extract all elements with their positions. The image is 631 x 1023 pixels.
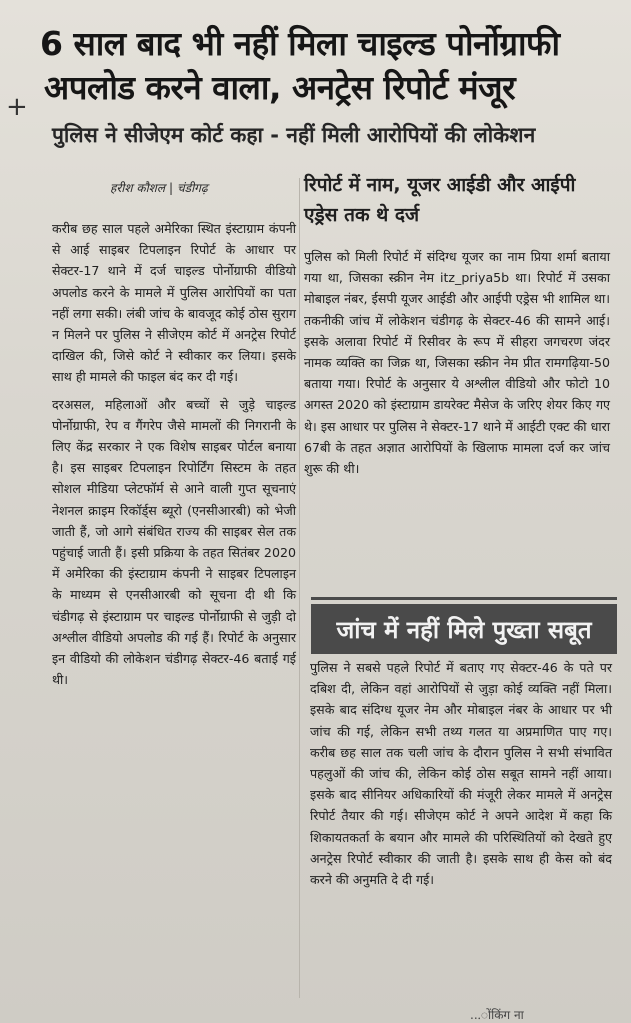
left-column [52,218,296,696]
dateline-city: चंडीगढ़ [177,181,208,195]
headline [40,22,620,110]
next-article-fragment: ...ोंकिंग ना [470,1008,524,1022]
box-heading: जांच में नहीं मिले पुख्ता सबूत [311,604,617,654]
subheadline: पुलिस ने सीजेएम कोर्ट कहा - नहीं मिली आरोपियों की लोकेशन [52,123,536,147]
right-column-heading: रिपोर्ट में नाम, यूजर आईडी और आईपी एड्रेस तक थे दर्ज [304,174,576,226]
box-heading-rule [311,597,617,600]
plus-mark-icon: + [6,92,28,122]
right-paragraph-1: पुलिस को मिली रिपोर्ट में संदिग्ध यूजर का नाम प्रिया शर्मा बताया गया था, जिसका स्क्रीन नेम itz_priya5b था। रिपोर्ट में उसका मोबाइल नंबर, ईसपी यूजर आईडी और आईपी एड्रेस भी शामिल था। तकनीकी जांच में लोकेशन चंडीगढ़ के सेक्टर-46 की सामने आई। इसके अलावा रिपोर्ट में रिसीवर के रूप में सीहरा जगचरण जंदर नामक व्यक्ति का जिक्र था, जिसका स्क्रीन नेम प्रीत रामगढ़िया-50 बताया गया। रिपोर्ट के अनुसार ये अश्लील वीडियो और फोटो 10 अगस्त 2020 को इंस्टाग्राम डायरेक्ट मैसेज के जरिए शेयर किए गए थे। इस आधार पर पुलिस ने सेक्टर-17 थाने में आईटी एक्ट की धारा 67बी के तहत अज्ञात आरोपियों के खिलाफ मामला दर्ज कर जांच शुरू की थी। [304,249,610,477]
right-paragraph-2: पुलिस ने सबसे पहले रिपोर्ट में बताए गए सेक्टर-46 के पते पर दबिश दी, लेकिन वहां आरोपियों से जुड़ा कोई व्यक्ति नहीं मिला। इसके बाद संदिग्ध यूजर नेम और मोबाइल नंबर के आधार पर भी जांच की गई, लेकिन सभी तथ्य गलत या अप्रमाणित पाए गए। करीब छह साल तक चली जांच के दौरान पुलिस ने सभी संभावित पहलुओं की जांच की, लेकिन कोई ठोस सबूत सामने नहीं आया। इसके बाद सीनियर अधिकारियों की मंजूरी लेकर मामले में अनट्रेस रिपोर्ट तैयार की गई। सीजेएम कोर्ट ने अपने आदेश में कहा कि शिकायतकर्ता के बयान और मामले की परिस्थितियों को देखते हुए अनट्रेस रिपोर्ट स्वीकार की जाती है। इसके साथ ही केस को बंद करने की अनुमति दे दी गई। [310,660,612,888]
reporter-name: हरीश कौशल [110,181,165,195]
byline [110,179,208,196]
headline-line-1: 6 साल बाद भी नहीं मिला चाइल्ड पोर्नोग्राफी [40,24,560,63]
left-paragraph-1: करीब छह साल पहले अमेरिका स्थित इंस्टाग्राम कंपनी से आई साइबर टिपलाइन रिपोर्ट के आधार पर सेक्टर-17 थाने में दर्ज चाइल्ड पोर्नोग्राफी वीडियो अपलोड करने के मामले में पुलिस आरोपियों का पता नहीं लगा सकी। लंबी जांच के बावजूद कोई ठोस सुराग न मिलने पर पुलिस ने सीजेएम कोर्ट में अनट्रेस रिपोर्ट दाखिल की, जिसे कोर्ट ने स्वीकार कर लिया। इसके साथ ही मामले की फाइल बंद कर दी गई। [52,221,296,385]
right-column-top [304,246,610,485]
right-column-bottom [310,657,612,896]
left-paragraph-2: दरअसल, महिलाओं और बच्चों से जुड़े चाइल्ड पोर्नोग्राफी, रेप व गैंगरेप जैसे मामलों की निगरानी के लिए केंद्र सरकार ने एक विशेष साइबर पोर्टल बनाया है। इस साइबर टिपलाइन रिपोर्टिंग सिस्टम के तहत सोशल मीडिया प्लेटफॉर्म से आने वाली गुप्त सूचनाएं नेशनल क्राइम रिकॉर्ड्स ब्यूरो (एनसीआरबी) को भेजी जाती हैं, जो आगे संबंधित राज्य की साइबर सेल तक पहुंचाई जाती हैं। इसी प्रक्रिया के तहत सितंबर 2020 में अमेरिका की इंस्टाग्राम कंपनी ने साइबर टिपलाइन के माध्यम से एनसीआरबी को सूचना दी थी कि चंडीगढ़ से इंस्टाग्राम पर चाइल्ड पोर्नोग्राफी से जुड़ी दो अश्लील वीडियो अपलोड की गई हैं। रिपोर्ट के अनुसार इन वीडियो की लोकेशन चंडीगढ़ सेक्टर-46 बताई गई थी। [52,396,296,688]
headline-line-2: अपलोड करने वाला, अनट्रेस रिपोर्ट मंजूर [44,68,516,107]
column-divider [299,178,300,998]
byline-separator: | [168,181,174,195]
